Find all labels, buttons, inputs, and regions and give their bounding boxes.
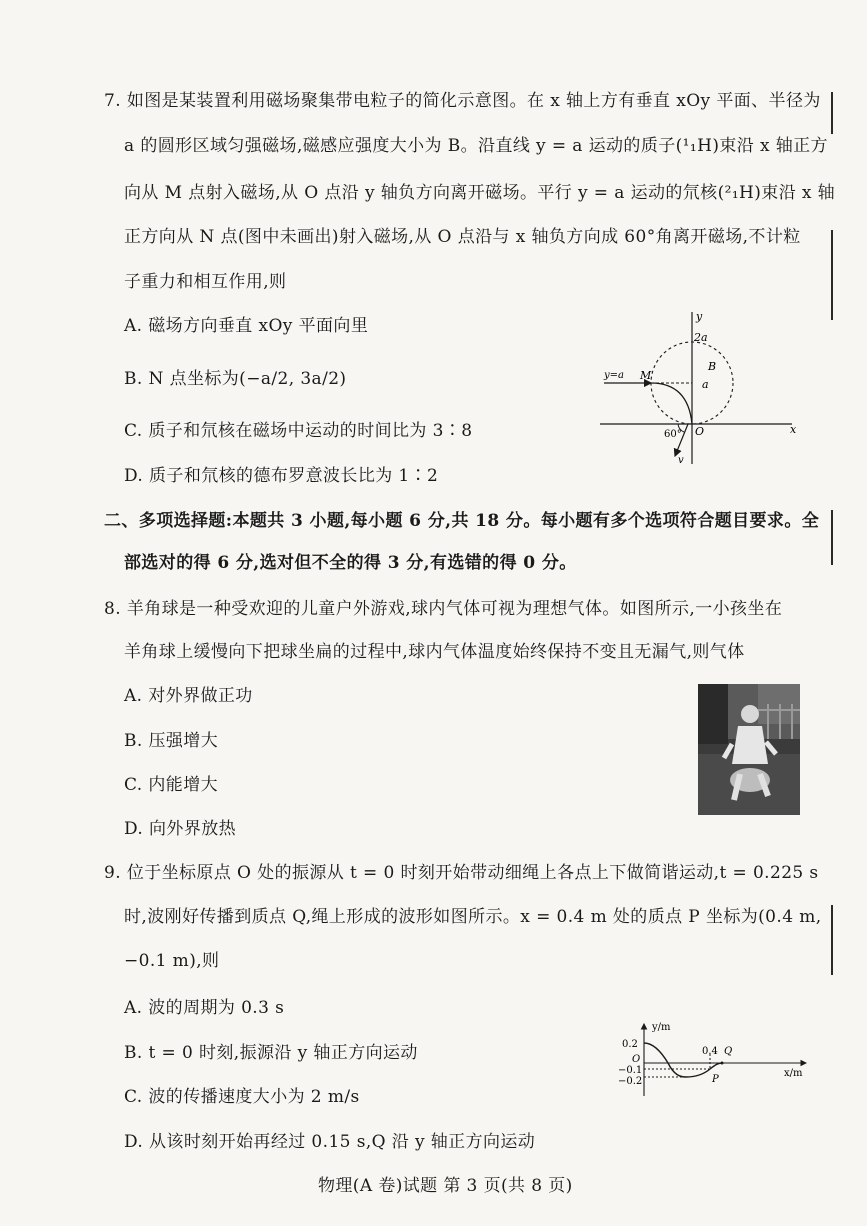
fig-label-y-eq-a: y=a bbox=[604, 370, 624, 381]
page-footer: 物理(A 卷)试题 第 3 页(共 8 页) bbox=[318, 1176, 573, 1196]
fig-label-60deg: 60° bbox=[664, 429, 682, 440]
q7-stem-line-1: 7. 如图是某装置利用磁场聚集带电粒子的简化示意图。在 x 轴上方有垂直 xOy 平面、半径为 bbox=[104, 91, 821, 111]
tick-minus-0-2: −0.2 bbox=[618, 1076, 643, 1087]
q7-option-b: B. N 点坐标为(−a/2, 3a/2) bbox=[124, 369, 347, 389]
fig-label-b: B bbox=[708, 360, 717, 373]
child-on-hopper-ball-photo bbox=[698, 684, 800, 815]
q8-stem-line-2: 羊角球上缓慢向下把球坐扁的过程中,球内气体温度始终保持不变且无漏气,则气体 bbox=[124, 642, 745, 662]
label-q: Q bbox=[724, 1046, 733, 1057]
tick-0-2: 0.2 bbox=[622, 1039, 638, 1050]
q7-stem-line-3: 向从 M 点射入磁场,从 O 点沿 y 轴负方向离开磁场。平行 y = a 运动的氘核(²₁H)束沿 x 轴 bbox=[124, 183, 836, 203]
fig-label-m: M bbox=[640, 369, 652, 382]
q7-option-c: C. 质子和氘核在磁场中运动的时间比为 3∶8 bbox=[124, 421, 473, 441]
wave-y-label: y/m bbox=[652, 1022, 671, 1033]
section-2-heading-cont: 部选对的得 6 分,选对但不全的得 3 分,有选错的得 0 分。 bbox=[124, 553, 577, 573]
q8-stem-line-1: 8. 羊角球是一种受欢迎的儿童户外游戏,球内气体可视为理想气体。如图所示,一小孩坐在 bbox=[104, 599, 783, 619]
tick-0-4: 0.4 bbox=[702, 1046, 718, 1057]
proton-trajectory-arc bbox=[651, 383, 692, 424]
label-p: P bbox=[712, 1074, 719, 1085]
q8-option-b: B. 压强增大 bbox=[124, 731, 219, 751]
q8-option-a: A. 对外界做正功 bbox=[124, 686, 253, 706]
q8-option-c: C. 内能增大 bbox=[124, 775, 219, 795]
q8-option-d: D. 向外界放热 bbox=[124, 819, 237, 839]
scan-edge-mark bbox=[831, 905, 833, 975]
q7-magnetic-field-figure bbox=[596, 308, 806, 468]
fig-label-o: O bbox=[695, 425, 705, 438]
q7-stem-line-2: a 的圆形区域匀强磁场,磁感应强度大小为 B。沿直线 y = a 运动的质子(¹₁H)束沿 x 轴正方 bbox=[124, 136, 828, 156]
scan-edge-mark bbox=[831, 92, 833, 134]
fig-label-a: a bbox=[702, 378, 709, 391]
q9-option-c: C. 波的传播速度大小为 2 m/s bbox=[124, 1087, 360, 1107]
section-2-heading: 二、多项选择题:本题共 3 小题,每小题 6 分,共 18 分。每小题有多个选项符合题目要求。全 bbox=[104, 511, 820, 531]
q9-stem-line-1: 9. 位于坐标原点 O 处的振源从 t = 0 时刻开始带动细绳上各点上下做简谐运动,t = 0.225 s bbox=[104, 863, 819, 883]
origin-o: O bbox=[632, 1054, 641, 1065]
q9-stem-line-2: 时,波刚好传播到质点 Q,绳上形成的波形如图所示。x = 0.4 m 处的质点 P 坐标为(0.4 m, bbox=[124, 907, 822, 927]
q7-option-d: D. 质子和氘核的德布罗意波长比为 1∶2 bbox=[124, 466, 439, 486]
q9-option-a: A. 波的周期为 0.3 s bbox=[124, 998, 285, 1018]
wave-x-label: x/m bbox=[784, 1068, 803, 1079]
fig-label-v: v bbox=[678, 455, 684, 466]
scan-edge-mark bbox=[831, 230, 833, 320]
tick-minus-0-1: −0.1 bbox=[618, 1065, 643, 1076]
q9-wave-figure bbox=[612, 1020, 812, 1100]
q9-option-b: B. t = 0 时刻,振源沿 y 轴正方向运动 bbox=[124, 1043, 418, 1063]
q7-stem-line-5: 子重力和相互作用,则 bbox=[124, 272, 287, 292]
point-q bbox=[721, 1062, 724, 1065]
fig-label-2a: 2a bbox=[694, 331, 708, 344]
q7-stem-line-4: 正方向从 N 点(图中未画出)射入磁场,从 O 点沿与 x 轴负方向成 60°角离开磁场,不计粒 bbox=[124, 227, 801, 247]
q9-option-d: D. 从该时刻开始再经过 0.15 s,Q 沿 y 轴正方向运动 bbox=[124, 1132, 536, 1152]
fig-label-y: y bbox=[696, 310, 703, 323]
q7-option-a: A. 磁场方向垂直 xOy 平面向里 bbox=[124, 316, 369, 336]
q9-stem-line-3: −0.1 m),则 bbox=[124, 951, 220, 971]
scan-edge-mark bbox=[831, 510, 833, 565]
fig-label-x: x bbox=[790, 423, 797, 436]
